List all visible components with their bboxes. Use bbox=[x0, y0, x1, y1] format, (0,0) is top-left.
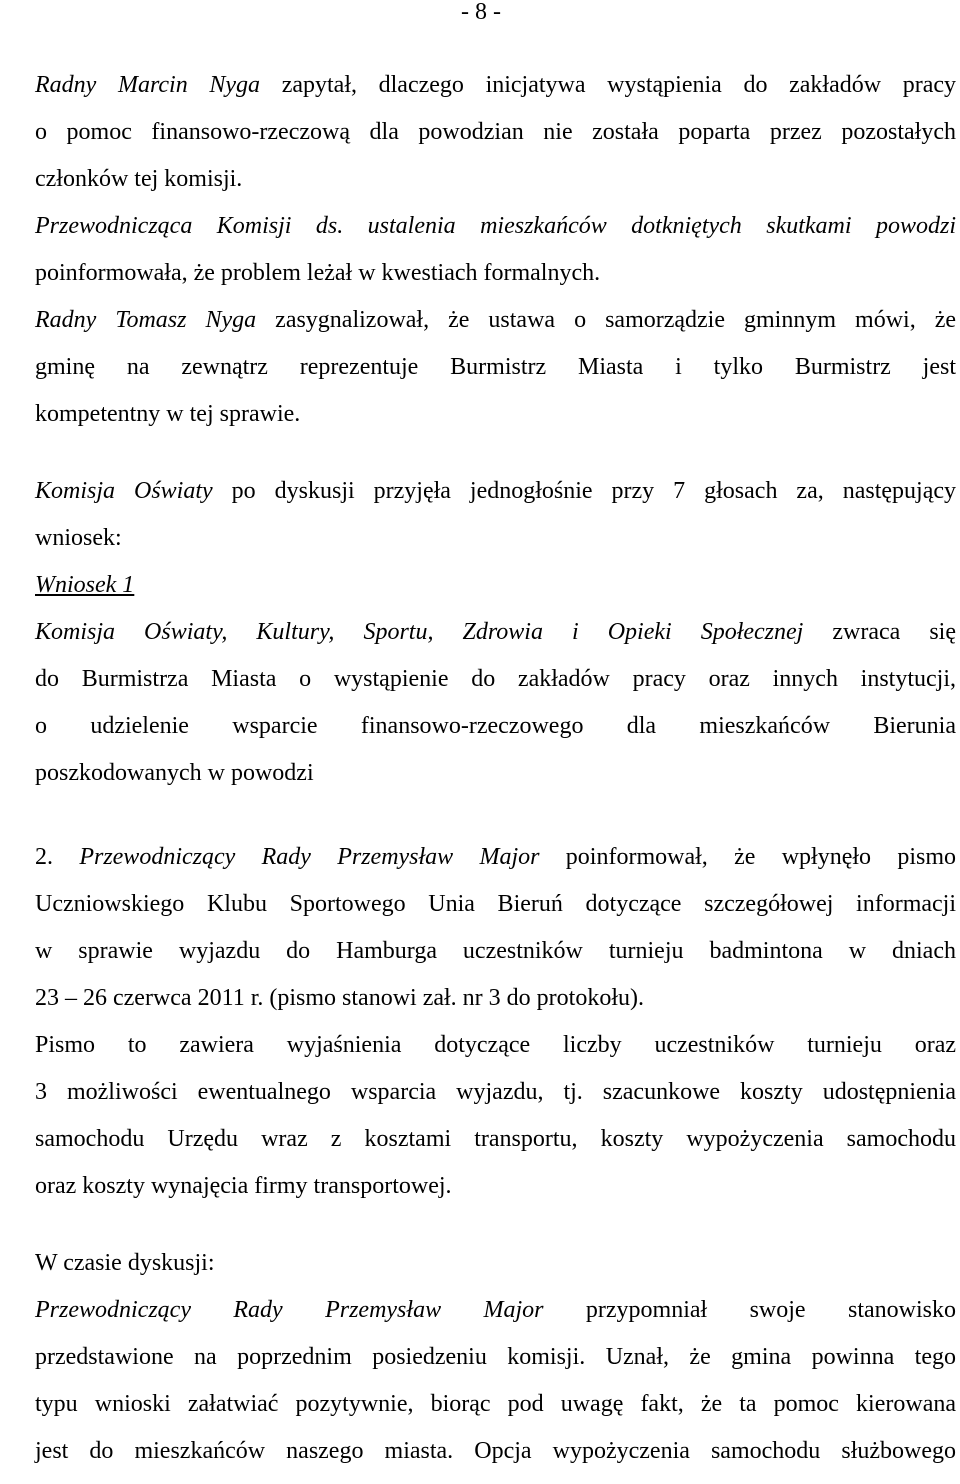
item-number: 2. bbox=[35, 844, 80, 870]
text-line: o udzielenie wsparcie finansowo-rzeczowego dla mieszkańców Bierunia bbox=[35, 713, 956, 739]
text-line: gminę na zewnątrz reprezentuje Burmistrz Miasta i tylko Burmistrz jest bbox=[35, 354, 956, 380]
motion-block bbox=[35, 562, 956, 797]
speaker-name: Radny Tomasz Nyga bbox=[35, 307, 257, 333]
committee-name: Komisja Oświaty bbox=[35, 478, 213, 504]
text-line: jest do mieszkańców naszego miasta. Opcja wypożyczenia samochodu służbowego bbox=[35, 1438, 956, 1464]
text-line: o pomoc finansowo-rzeczową dla powodzian nie została poparta przez pozostałych bbox=[35, 119, 956, 145]
text-line: poszkodowanych w powodzi bbox=[35, 760, 314, 786]
speaker-name: Radny Marcin Nyga bbox=[35, 72, 261, 98]
paragraph-item-2 bbox=[35, 834, 956, 1022]
text-line bbox=[35, 62, 956, 109]
text-span: po dyskusji przyjęła jednogłośnie przy 7 głosach za, następujący bbox=[212, 478, 956, 504]
text-line: do Burmistrza Miasta o wystąpienie do zakładów pracy oraz innych instytucji, bbox=[35, 666, 956, 692]
text-line bbox=[35, 834, 956, 881]
text-line: Pismo to zawiera wyjaśnienia dotyczące liczby uczestników turnieju oraz bbox=[35, 1032, 956, 1058]
text-span: zasygnalizował, że ustawa o samorządzie gminnym mówi, że bbox=[256, 307, 956, 333]
text-line: 3 możliwości ewentualnego wsparcia wyjazdu, tj. szacunkowe koszty udostępnienia bbox=[35, 1079, 956, 1105]
text-line bbox=[35, 297, 956, 344]
text-line: samochodu Urzędu wraz z kosztami transportu, koszty wypożyczenia samochodu bbox=[35, 1126, 956, 1152]
paragraph-pismo bbox=[35, 1022, 956, 1210]
text-line: typu wnioski załatwiać pozytywnie, biorąc pod uwagę fakt, że ta pomoc kierowana bbox=[35, 1391, 956, 1417]
text-line: kompetentny w tej sprawie. bbox=[35, 401, 301, 427]
text-line: wniosek: bbox=[35, 525, 122, 551]
motion-heading: Wniosek 1 bbox=[35, 572, 135, 598]
text-line: Uczniowskiego Klubu Sportowego Unia Bieruń dotyczące szczegółowej informacji bbox=[35, 891, 956, 917]
text-line bbox=[35, 609, 956, 656]
text-span: poinformował, że wpłynęło pismo bbox=[539, 844, 956, 870]
text-line: przedstawione na poprzednim posiedzeniu komisji. Uznał, że gmina powinna tego bbox=[35, 1344, 956, 1370]
paragraph-przewodniczaca bbox=[35, 203, 956, 297]
text-line: W czasie dyskusji: bbox=[35, 1250, 215, 1276]
text-line: członków tej komisji. bbox=[35, 166, 243, 192]
paragraph-komisja-oswiaty bbox=[35, 468, 956, 562]
text-line bbox=[35, 468, 956, 515]
committee-name: Komisja Oświaty, Kultury, Sportu, Zdrowia i Opieki Społecznej bbox=[35, 619, 804, 645]
speaker-name: Przewodniczący Rady Przemysław Major bbox=[79, 844, 540, 870]
text-line: poinformowała, że problem leżał w kwestiach formalnych. bbox=[35, 260, 601, 286]
page-number: - 8 - bbox=[461, 0, 501, 25]
text-line: 23 – 26 czerwca 2011 r. (pismo stanowi zał. nr 3 do protokołu). bbox=[35, 985, 644, 1011]
text-span: zwraca się bbox=[803, 619, 956, 645]
text-line bbox=[35, 1287, 956, 1334]
speaker-name: Przewodnicząca Komisji ds. ustalenia mieszkańców dotkniętych skutkami powodzi bbox=[35, 213, 956, 239]
paragraph-discussion bbox=[35, 1240, 956, 1475]
text-line: w sprawie wyjazdu do Hamburga uczestników turnieju badmintona w dniach bbox=[35, 938, 956, 964]
speaker-name: Przewodniczący Rady Przemysław Major bbox=[35, 1297, 544, 1323]
text-line: oraz koszty wynajęcia firmy transportowej. bbox=[35, 1173, 452, 1199]
text-line bbox=[35, 203, 956, 250]
text-span: przypomniał swoje stanowisko bbox=[543, 1297, 956, 1323]
document-body bbox=[35, 62, 956, 1475]
text-span: zapytał, dlaczego inicjatywa wystąpienia do zakładów pracy bbox=[260, 72, 957, 98]
paragraph-marcin-nyga bbox=[35, 62, 956, 203]
paragraph-tomasz-nyga bbox=[35, 297, 956, 438]
